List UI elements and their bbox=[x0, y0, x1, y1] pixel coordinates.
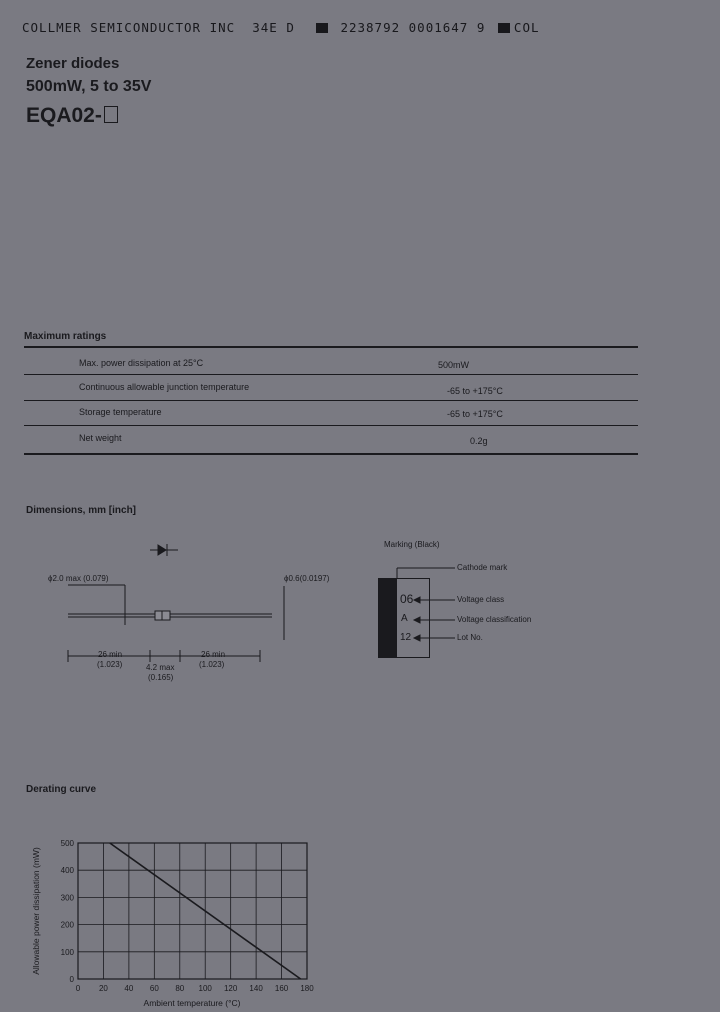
y-tick-label: 400 bbox=[60, 866, 74, 876]
product-category: Zener diodes bbox=[26, 55, 120, 72]
lead-length-inch: (1.023) bbox=[199, 660, 225, 669]
rating-label: Continuous allowable junction temperature bbox=[79, 382, 250, 392]
derating-title: Derating curve bbox=[26, 784, 97, 795]
x-tick-label: 180 bbox=[300, 984, 314, 993]
body-length-inch: (0.165) bbox=[148, 673, 174, 682]
company-name: COLLMER SEMICONDUCTOR INC bbox=[22, 20, 236, 35]
dimensions-title: Dimensions, mm [inch] bbox=[26, 505, 137, 516]
x-tick-label: 0 bbox=[75, 984, 81, 993]
part-number-text: EQA02- bbox=[26, 104, 102, 127]
body-length-label: 4.2 max bbox=[146, 663, 175, 672]
rating-label: Net weight bbox=[79, 433, 122, 443]
voltage-classification-label: Voltage classification bbox=[457, 615, 532, 624]
x-tick-label: 60 bbox=[149, 984, 159, 993]
lead-diameter-label: ϕ2.0 max (0.079) bbox=[48, 574, 109, 583]
y-axis-label: Allowable power dissipation (mW) bbox=[31, 847, 41, 975]
lead-length-label: 26 min bbox=[98, 650, 123, 659]
rating-value: 0.2g bbox=[470, 436, 488, 446]
rating-label: Storage temperature bbox=[79, 407, 162, 417]
x-tick-label: 80 bbox=[175, 984, 185, 993]
y-tick-label: 200 bbox=[60, 920, 74, 930]
header-suffix: COL bbox=[513, 20, 540, 35]
y-tick-label: 100 bbox=[60, 947, 74, 957]
voltage-classification-code: A bbox=[401, 613, 408, 624]
voltage-class-code: 06 bbox=[400, 592, 414, 606]
lead-length-inch: (1.023) bbox=[97, 660, 123, 669]
product-rating: 500mW, 5 to 35V bbox=[26, 78, 152, 95]
doc-number: 2238792 0001647 9 bbox=[340, 20, 486, 35]
ratings-title: Maximum ratings bbox=[24, 331, 107, 342]
lead-length-label: 26 min bbox=[201, 650, 226, 659]
x-tick-label: 100 bbox=[198, 984, 212, 993]
wire-diameter-label: ϕ0.6(0.0197) bbox=[284, 574, 330, 583]
rating-label: Max. power dissipation at 25°C bbox=[79, 358, 204, 368]
voltage-class-label: Voltage class bbox=[457, 595, 505, 604]
cathode-mark-label: Cathode mark bbox=[457, 563, 508, 572]
y-tick-label: 500 bbox=[60, 839, 74, 848]
header-code: 34E D bbox=[252, 20, 295, 35]
rating-value: 500mW bbox=[438, 360, 470, 370]
x-tick-label: 20 bbox=[98, 984, 108, 993]
lot-number-label: Lot No. bbox=[457, 633, 483, 642]
x-tick-label: 40 bbox=[124, 984, 134, 993]
rating-value: -65 to +175°C bbox=[447, 386, 503, 396]
x-tick-label: 160 bbox=[274, 984, 289, 993]
lot-code: 12 bbox=[400, 632, 412, 643]
y-tick-label: 0 bbox=[69, 975, 74, 984]
y-tick-label: 300 bbox=[60, 893, 74, 903]
marking-title: Marking (Black) bbox=[384, 540, 440, 549]
x-axis-label: Ambient temperature (°C) bbox=[143, 998, 241, 1008]
x-tick-label: 120 bbox=[223, 984, 238, 993]
rating-value: -65 to +175°C bbox=[447, 409, 503, 419]
chart-ticks bbox=[61, 839, 315, 993]
x-tick-label: 140 bbox=[249, 984, 263, 993]
